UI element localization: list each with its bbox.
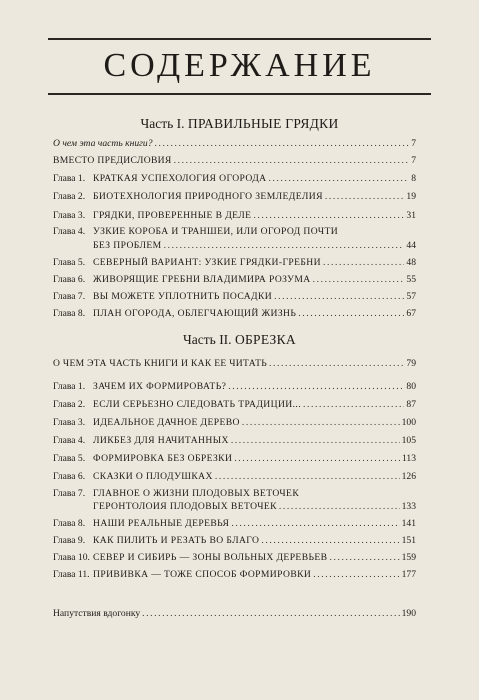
toc-entry-page: 151	[401, 535, 416, 546]
toc-entry-title: ЗАЧЕМ ИХ ФОРМИРОВАТЬ?	[93, 381, 227, 392]
toc-entry-title: О ЧЕМ ЭТА ЧАСТЬ КНИГИ И КАК ЕЕ ЧИТАТЬ	[53, 358, 268, 369]
toc-entry[interactable]	[53, 191, 416, 203]
toc-entry[interactable]	[53, 399, 416, 411]
toc-entry-title: ПЛАН ОГОРОДА, ОБЛЕГЧАЮЩИЙ ЖИЗНЬ	[93, 308, 297, 319]
toc-entry-page: 79	[406, 358, 416, 369]
toc-entry-title: ГЛАВНОЕ О ЖИЗНИ ПЛОДОВЫХ ВЕТОЧЕК	[93, 488, 300, 499]
leader-dots	[325, 191, 405, 203]
toc-entry-page: 80	[406, 381, 416, 392]
part1-number: Часть I.	[140, 116, 185, 131]
toc-entry-title: ИДЕАЛЬНОЕ ДАЧНОЕ ДЕРЕВО	[93, 417, 240, 428]
chapter-number: Глава 5.	[53, 257, 86, 268]
leader-dots	[234, 453, 400, 465]
toc-entry[interactable]	[53, 274, 416, 286]
toc-entry-continuation[interactable]	[53, 240, 416, 252]
toc-entry-page: 159	[401, 552, 416, 563]
leader-dots	[164, 240, 405, 252]
toc-entry-title: ГРЯДКИ, ПРОВЕРЕННЫЕ В ДЕЛЕ	[93, 210, 252, 221]
leader-dots	[313, 274, 405, 286]
leader-dots	[242, 417, 400, 429]
leader-dots	[323, 257, 404, 269]
chapter-number: Глава 7.	[53, 291, 86, 302]
toc-entry-title: КРАТКАЯ УСПЕХОЛОГИЯ ОГОРОДА	[93, 173, 267, 184]
toc-entry-page: 141	[401, 518, 416, 529]
toc-entry-title: ВМЕСТО ПРЕДИСЛОВИЯ	[53, 155, 172, 166]
chapter-number: Глава 2.	[53, 399, 86, 410]
toc-entry[interactable]	[53, 257, 416, 269]
toc-entry-page: 7	[411, 155, 416, 166]
chapter-number: Глава 3.	[53, 210, 86, 221]
title-rule	[48, 93, 431, 95]
leader-dots	[142, 608, 399, 620]
toc-entry-title: ЖИВОРЯЩИЕ ГРЕБНИ ВЛАДИМИРА РОЗУМА	[93, 274, 311, 285]
toc-entry-title: СКАЗКИ О ПЛОДУШКАХ	[93, 471, 213, 482]
toc-entry[interactable]	[53, 155, 416, 167]
chapter-number: Глава 7.	[53, 488, 86, 499]
toc-entry-page: 133	[401, 501, 416, 512]
part1-title: ПРАВИЛЬНЫЕ ГРЯДКИ	[187, 116, 339, 131]
chapter-number: Глава 10.	[53, 552, 90, 563]
page-title: СОДЕРЖАНИЕ	[103, 47, 376, 84]
toc-entry[interactable]	[53, 569, 416, 581]
toc-entry[interactable]	[53, 535, 416, 547]
toc-entry-title: ПРИВИВКА — ТОЖЕ СПОСОБ ФОРМИРОВКИ	[93, 569, 312, 580]
toc-entry-page: 87	[406, 399, 416, 410]
toc-entry-page: 100	[401, 417, 416, 428]
toc-entry[interactable]	[53, 552, 416, 564]
toc-entry-title: ВЫ МОЖЕТЕ УПЛОТНИТЬ ПОСАДКИ	[93, 291, 273, 302]
toc-entry-page: 55	[406, 274, 416, 285]
toc-entry-title: НАШИ РЕАЛЬНЫЕ ДЕРЕВЬЯ	[93, 518, 230, 529]
toc-entry-title: СЕВЕРНЫЙ ВАРИАНТ: УЗКИЕ ГРЯДКИ-ГРЕБНИ	[93, 257, 321, 268]
leader-dots	[215, 471, 400, 483]
leader-dots	[155, 138, 410, 150]
toc-entry-page: 105	[401, 435, 416, 446]
toc-entry[interactable]	[53, 488, 416, 500]
chapter-number: Глава 6.	[53, 471, 86, 482]
toc-entry-title: Напутствия вдогонку	[53, 608, 141, 619]
toc-entry-title: ЕСЛИ СЕРЬЕЗНО СЛЕДОВАТЬ ТРАДИЦИИ...	[93, 399, 301, 410]
leader-dots	[269, 358, 404, 370]
toc-entry[interactable]	[53, 518, 416, 530]
toc-entry-title: О чем эта часть книги?	[53, 138, 153, 149]
toc-entry-title-continuation: БЕЗ ПРОБЛЕМ	[93, 240, 162, 251]
toc-entry[interactable]	[53, 381, 416, 393]
leader-dots	[303, 399, 404, 411]
toc-entry-page: 113	[401, 453, 416, 464]
chapter-number: Глава 9.	[53, 535, 86, 546]
chapter-number: Глава 4.	[53, 435, 86, 446]
toc-entry-afterword[interactable]	[53, 608, 416, 620]
leader-dots	[269, 173, 410, 185]
toc-entry[interactable]	[53, 358, 416, 370]
chapter-number: Глава 1.	[53, 173, 86, 184]
toc-entry[interactable]	[53, 173, 416, 185]
chapter-number: Глава 6.	[53, 274, 86, 285]
chapter-number: Глава 3.	[53, 417, 86, 428]
toc-entry[interactable]	[53, 308, 416, 320]
top-rule	[48, 38, 431, 40]
toc-entry[interactable]	[53, 435, 416, 447]
leader-dots	[228, 381, 404, 393]
part2-heading	[0, 331, 479, 349]
leader-dots	[313, 569, 399, 581]
toc-entry-page: 44	[406, 240, 416, 251]
toc-entry[interactable]	[53, 210, 416, 222]
chapter-number: Глава 2.	[53, 191, 86, 202]
chapter-number: Глава 8.	[53, 308, 86, 319]
toc-entry-title: УЗКИЕ КОРОБА И ТРАНШЕИ, ИЛИ ОГОРОД ПОЧТИ	[93, 226, 339, 237]
chapter-number: Глава 1.	[53, 381, 86, 392]
toc-entry-title: ФОРМИРОВКА БЕЗ ОБРЕЗКИ	[93, 453, 233, 464]
leader-dots	[174, 155, 410, 167]
chapter-number: Глава 5.	[53, 453, 86, 464]
chapter-number: Глава 4.	[53, 226, 86, 237]
toc-entry-page: 177	[401, 569, 416, 580]
toc-entry[interactable]	[53, 417, 416, 429]
leader-dots	[329, 552, 399, 564]
toc-entry-page: 57	[406, 291, 416, 302]
toc-entry-continuation[interactable]	[53, 501, 416, 513]
leader-dots	[279, 501, 400, 513]
toc-entry-title: КАК ПИЛИТЬ И РЕЗАТЬ ВО БЛАГО	[93, 535, 260, 546]
toc-entry-page: 126	[401, 471, 416, 482]
part2-number: Часть II.	[183, 332, 232, 347]
toc-entry[interactable]	[53, 291, 416, 303]
toc-entry-title-continuation: ГЕРОНТОЛОИЯ ПЛОДОВЫХ ВЕТОЧЕК	[93, 501, 277, 512]
toc-entry-page: 190	[401, 608, 416, 619]
toc-entry-title: БИОТЕХНОЛОГИЯ ПРИРОДНОГО ЗЕМЛЕДЕЛИЯ	[93, 191, 323, 202]
toc-entry[interactable]	[53, 226, 416, 238]
leader-dots	[261, 535, 399, 547]
toc-entry[interactable]	[53, 453, 416, 465]
leader-dots	[274, 291, 404, 303]
toc-entry-page: 8	[411, 173, 416, 184]
toc-entry-page: 7	[411, 138, 416, 149]
part2-title: ОБРЕЗКА	[234, 332, 296, 347]
part1-heading	[0, 115, 479, 133]
leader-dots	[298, 308, 404, 320]
chapter-number: Глава 8.	[53, 518, 86, 529]
toc-entry-page: 19	[406, 191, 416, 202]
toc-entry-title: СЕВЕР И СИБИРЬ — ЗОНЫ ВОЛЬНЫХ ДЕРЕВЬЕВ	[93, 552, 328, 563]
toc-entry-page: 31	[406, 210, 416, 221]
leader-dots	[253, 210, 404, 222]
toc-entry-page: 67	[406, 308, 416, 319]
toc-entry[interactable]	[53, 138, 416, 150]
leader-dots	[231, 518, 399, 530]
toc-entry-title: ЛИКБЕЗ ДЛЯ НАЧИТАННЫХ	[93, 435, 229, 446]
leader-dots	[231, 435, 400, 447]
chapter-number: Глава 11.	[53, 569, 90, 580]
toc-entry-page: 48	[406, 257, 416, 268]
toc-entry[interactable]	[53, 471, 416, 483]
